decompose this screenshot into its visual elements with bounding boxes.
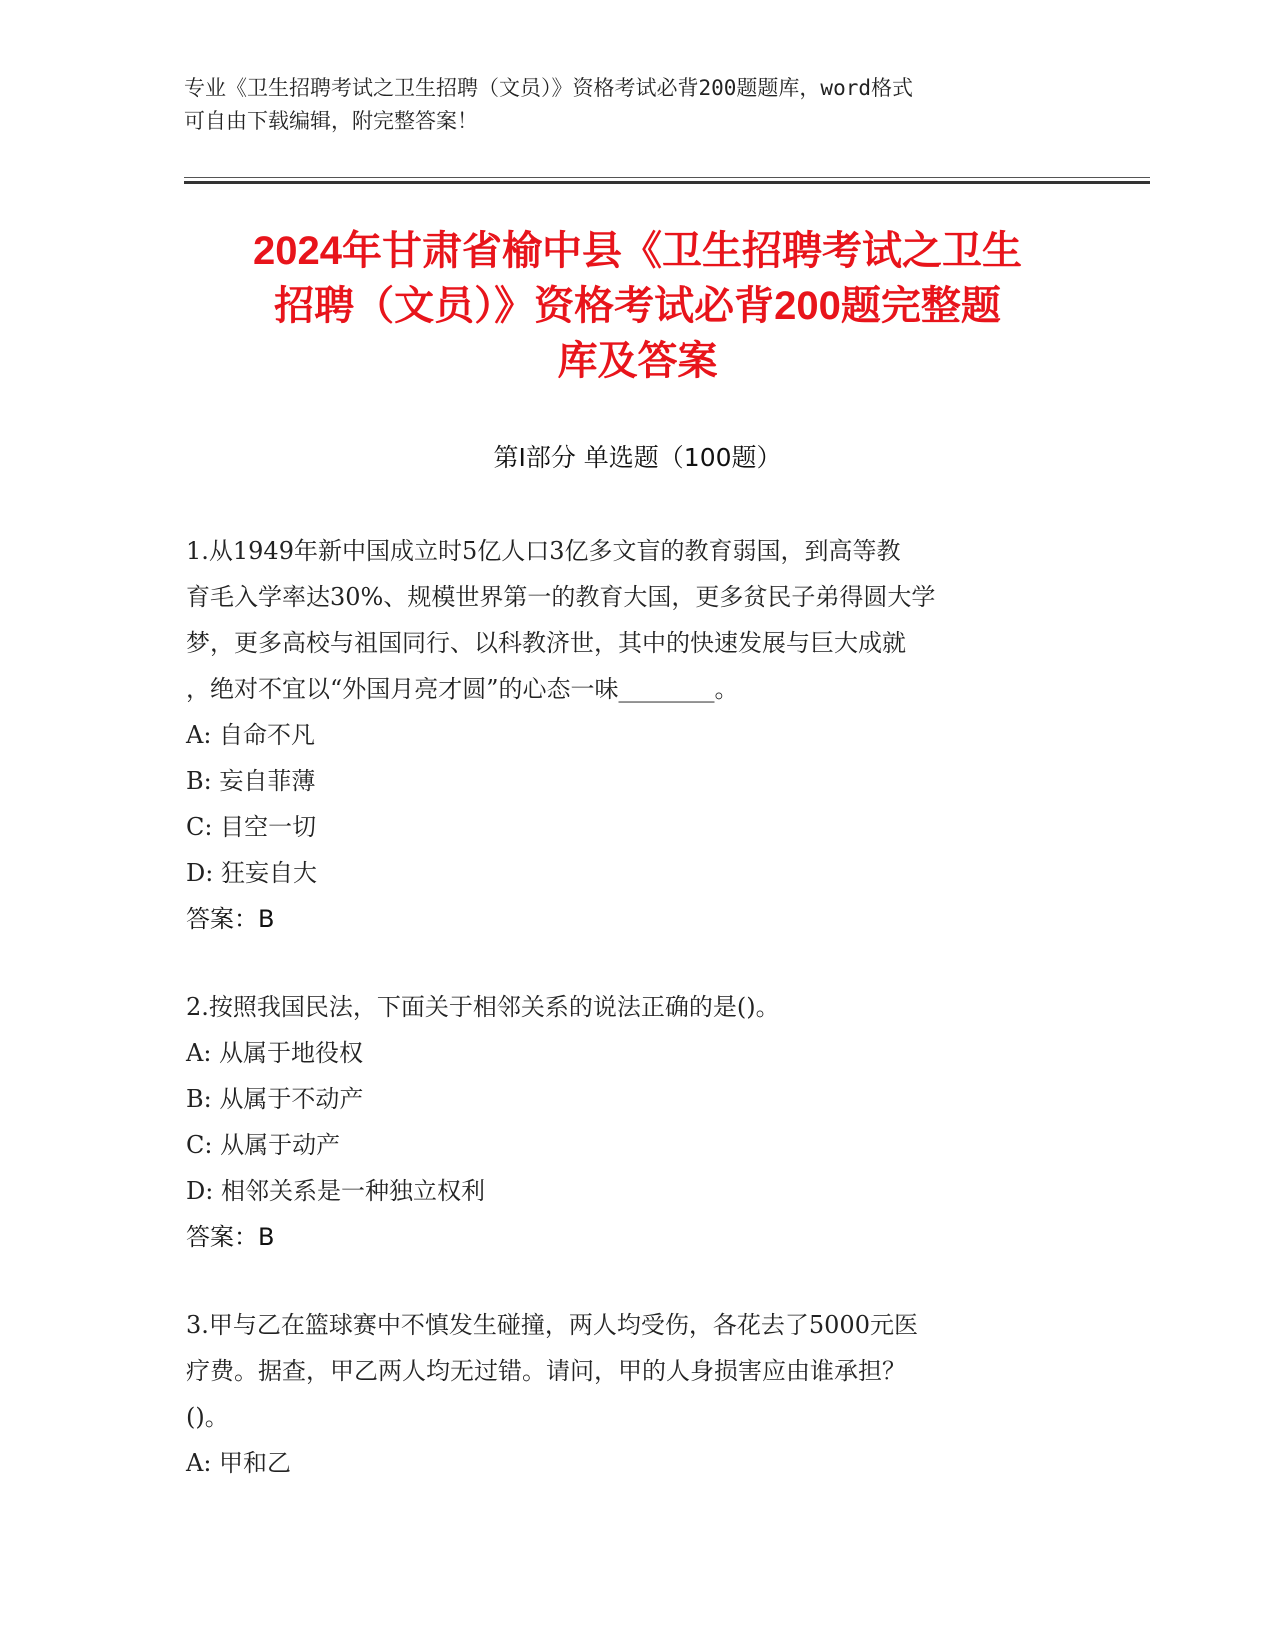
section-heading: 第Ⅰ部分 单选题（100题） xyxy=(493,443,782,472)
option-c: C: 目空一切 xyxy=(186,813,317,841)
stem-line: 1.从1949年新中国成立时5亿人口3亿多文盲的教育弱国，到高等教 xyxy=(186,537,901,565)
question-stem xyxy=(186,1302,1086,1440)
option-c: C: 从属于动产 xyxy=(186,1131,341,1159)
header-divider-thick xyxy=(184,181,1150,184)
header-divider-thin xyxy=(184,177,1150,178)
question-stem xyxy=(186,984,1086,1030)
option-b: B: 妄自菲薄 xyxy=(186,767,316,795)
answer: 答案：B xyxy=(186,1223,275,1251)
option-b: B: 从属于不动产 xyxy=(186,1085,364,1113)
question-3 xyxy=(186,1302,1086,1486)
header-note-line: 专业《卫生招聘考试之卫生招聘（文员）》资格考试必背200题题库，word格式 xyxy=(184,76,913,100)
stem-line: 梦，更多高校与祖国同行、以科教济世，其中的快速发展与巨大成就 xyxy=(186,629,906,657)
option-a: A: 自命不凡 xyxy=(186,721,316,749)
title-line: 2024年甘肃省榆中县《卫生招聘考试之卫生 xyxy=(253,229,1022,273)
option-d: D: 狂妄自大 xyxy=(186,859,317,887)
stem-line: 疗费。据查，甲乙两人均无过错。请问，甲的人身损害应由谁承担？ xyxy=(186,1357,906,1385)
question-stem xyxy=(186,528,1086,712)
option-a: A: 从属于地役权 xyxy=(186,1039,364,1067)
document-title xyxy=(140,224,1135,389)
stem-line: ()。 xyxy=(186,1403,229,1431)
stem-line: 育毛入学率达30%、规模世界第一的教育大国，更多贫民子弟得圆大学 xyxy=(186,583,936,611)
header-note-line: 可自由下载编辑，附完整答案！ xyxy=(184,109,478,133)
option-a: A: 甲和乙 xyxy=(186,1449,292,1477)
header-note xyxy=(184,72,1064,138)
stem-line: 3.甲与乙在篮球赛中不慎发生碰撞，两人均受伤，各花去了5000元医 xyxy=(186,1311,918,1339)
option-d: D: 相邻关系是一种独立权利 xyxy=(186,1177,485,1205)
title-line: 招聘（文员）》资格考试必背200题完整题 xyxy=(274,284,1001,328)
question-2 xyxy=(186,984,1086,1260)
stem-line: ，绝对不宜以“外国月亮才圆”的心态一味________。 xyxy=(186,675,739,703)
title-line: 库及答案 xyxy=(557,339,718,383)
answer: 答案：B xyxy=(186,905,275,933)
stem-line: 2.按照我国民法，下面关于相邻关系的说法正确的是()。 xyxy=(186,993,780,1021)
question-1 xyxy=(186,528,1086,942)
question-list xyxy=(186,528,1086,1528)
